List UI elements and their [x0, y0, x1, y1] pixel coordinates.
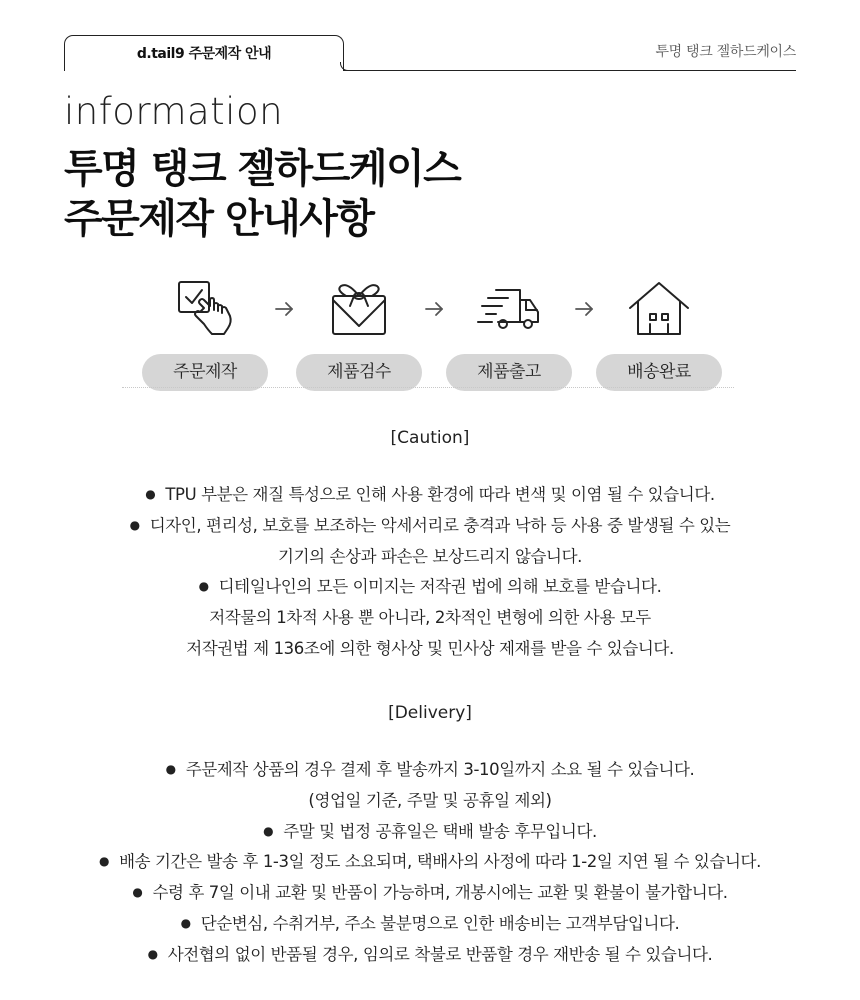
- page-title-line1: 투명 탱크 젤하드케이스: [64, 146, 461, 192]
- delivery-heading: [Delivery]: [388, 703, 472, 723]
- list-item: [0, 634, 860, 665]
- delivery-section: [0, 703, 860, 971]
- process-step-2: [294, 278, 424, 391]
- delivery-list: [0, 755, 860, 971]
- list-item: [0, 572, 860, 603]
- delivery-line: ● 주문제작 상품의 경우 결제 후 발송까지 3-10일까지 소요 될 수 있습니다.: [166, 760, 695, 779]
- header-tab: [64, 35, 344, 71]
- caution-line: ● 디테일나인의 모든 이미지는 저작권 법에 의해 보호를 받습니다.: [199, 577, 662, 596]
- process-step-label: 주문제작: [142, 354, 268, 391]
- list-item: [0, 940, 860, 971]
- delivery-line: ● 배송 기간은 발송 후 1-3일 정도 소요되며, 택배사의 사정에 따라 1-2일 지연 될 수 있습니다.: [99, 852, 761, 871]
- header-tab-label: d.tail9 주문제작 안내: [136, 46, 272, 62]
- list-item: [0, 755, 860, 786]
- process-step-1: [140, 278, 270, 391]
- list-item: [0, 786, 860, 817]
- list-item: [0, 878, 860, 909]
- process-step-label: 배송완료: [596, 354, 722, 391]
- caution-line: 저작물의 1차적 사용 뿐 아니라, 2차적인 변형에 의한 사용 모두: [209, 608, 651, 628]
- page-title-line2: 주문제작 안내사항: [64, 196, 374, 242]
- list-item: [0, 817, 860, 848]
- list-item: [0, 603, 860, 634]
- process-step-label: 제품출고: [446, 354, 572, 391]
- process-steps: [140, 278, 730, 393]
- caution-line: 저작권법 제 136조에 의한 형사상 및 민사상 제재를 받을 수 있습니다.: [186, 638, 674, 658]
- delivery-line: ● 단순변심, 수취거부, 주소 불분명으로 인한 배송비는 고객부담입니다.: [181, 914, 680, 933]
- header-product-name: 투명 탱크 젤하드케이스: [655, 44, 796, 60]
- list-item: [0, 909, 860, 940]
- delivery-line: (영업일 기준, 주말 및 공휴일 제외): [308, 790, 552, 810]
- process-step-label: 제품검수: [296, 354, 422, 391]
- process-divider: [122, 387, 734, 388]
- eyebrow-text: information: [64, 90, 284, 133]
- page-title: [64, 144, 460, 244]
- delivery-line: ● 수령 후 7일 이내 교환 및 반품이 가능하며, 개봉시에는 교환 및 환불이 불가합니다.: [132, 883, 727, 902]
- house-icon: [624, 278, 694, 340]
- process-step-4: [594, 278, 724, 391]
- delivery-truck-icon: [474, 278, 544, 340]
- header-divider: [344, 70, 796, 71]
- gift-box-icon: [324, 278, 394, 340]
- checkbox-hand-icon: [170, 278, 240, 340]
- list-item: [0, 480, 860, 511]
- caution-list: [0, 480, 860, 665]
- list-item: [0, 542, 860, 573]
- caution-line: 기기의 손상과 파손은 보상드리지 않습니다.: [278, 546, 582, 566]
- caution-line: ● 디자인, 편리성, 보호를 보조하는 악세서리로 충격과 낙하 등 사용 중 발생될 수 있는: [130, 516, 731, 535]
- delivery-line: ● 사전협의 없이 반품될 경우, 임의로 착불로 반품할 경우 재반송 될 수 있습니다.: [148, 945, 713, 964]
- caution-section: [0, 428, 860, 665]
- process-step-3: [444, 278, 574, 391]
- delivery-line: ● 주말 및 법정 공휴일은 택배 발송 후무입니다.: [263, 822, 597, 841]
- list-item: [0, 847, 860, 878]
- list-item: [0, 511, 860, 542]
- caution-line: ● TPU 부분은 재질 특성으로 인해 사용 환경에 따라 변색 및 이염 될 수 있습니다.: [145, 485, 714, 504]
- caution-heading: [Caution]: [390, 428, 470, 448]
